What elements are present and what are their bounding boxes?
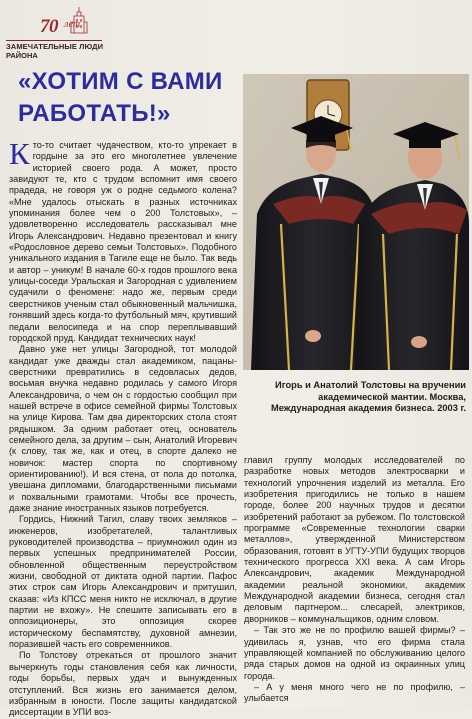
- paragraph-3: Гордись, Нижний Тагил, славу твоих земляков – инженеров, изобретателей, талантливых руководителей производства – приумножил один из первых успешных предпринимателей России, обновленной общественным переустройством жизни, свободной от диктата одной партии. Пафос этих строк сам Игорь Александрович и притушил, сказав: «Из КПСС меня никто не исключал, в другие партии не вхожу». Не спешите записывать его в оппозиционеры, это оппозиция скорее историческому беспамятству, духовной амнезии, поразившей часть его современников.: [9, 514, 237, 650]
- paragraph-5: главил группу молодых исследователей по разработке новых методов электросварки и технологий упрочнения изделий из металла. Его изобретения пригодились не только в нашем городе, более 200 научных трудов и десятки изобретений работают за рубежом. По толстовской программе «Современные технологии сварки металлов», утвержденной Министерством образования, готовят в УГТУ-УПИ будущих творцов технического прогресса XXI века. А сам Игорь Александрович, академик Международной академии реальной экономики, академик Международной академии бизнеса, сегодня стал деловым партнером... слесарей, электриков, дворников – коммунальщиков, одним словом.: [244, 455, 465, 624]
- anniversary-suffix: лет: [64, 19, 81, 30]
- paragraph-4: По Толстову отрекаться от прошлого значит вычеркнуть годы становления себя как личности, годы борьбы, первых удач и вынужденных отступлений. Вся жизнь его занимается делом, избранным в юности. После защиты кандидатской диссертации в УПИ воз-: [9, 650, 237, 718]
- photo-illustration: [243, 74, 469, 370]
- photo-caption: Игорь и Анатолий Толстовы на вручении академической мантии. Москва, Международная академия бизнеса. 2003 г.: [271, 380, 466, 413]
- paragraph-2: Давно уже нет улицы Загородной, тот молодой кандидат уже дважды стал академиком, пацаны-сверстники превратились в седовласых дедов, восьмая внучка недавно родилась у самого Игоря Александровича, о чем он с гордостью сообщил при нашей встрече в офисе семейной фирмы Толстовых на улице Кирова. Там два директорских стола стоят рядышком. За одним работает отец, основатель семейного дела, за другим – сын, Анатолий Игоревич (к слову, так же, как и отец, в спорте далеко не новичок: мастер спорта по спортивному ориентированию!). И вся стена, от пола до потолка, увешана дипломами, благодарственными письмами и похвальными грамотами. Чтобы все прочесть, даже знание иностранных языков потребуется.: [9, 344, 237, 513]
- headline-line2: РАБОТАТЬ!»: [18, 100, 171, 127]
- paragraph-7: – А у меня много чего не по профилю, – улыбается: [244, 681, 465, 704]
- section-title-line2: РАЙОНА: [6, 51, 38, 60]
- paragraph-1-text: то-то считает чудачеством, кто-то упрекает в гордыне за это его многолетнее увлечение историей своего рода. А может, просто завидуют те, кто с трудом вспомнит имя своего прадеда, не говоря уж о родне седьмого колена? «Мне удалось отыскать в разных источниках упоминания более чем о 200 Толстовых», – удовлетворенно исследователь рассказывал мне Игорь Александрович. Недавно презентовал и книгу «Родословное дерево семьи Толстовых». Подобного уникального издания в Тагиле еще не было. Так ведь и автор – уникум! В начале 60-х годов прошлого века улицы-соседи Уральская и Загородная с удивлением судачили о феномене: надо же, первым среди сверстников ученым стал обыкновенный мальчишка, гонявший здесь когда-то футбольный мяч, крутивший педали велосипеда и на спор переплывавший городской пруд. Кандидат технических наук!: [9, 140, 237, 343]
- header-rule: [6, 40, 102, 41]
- article-headline: [18, 66, 238, 130]
- anniversary-number: 70: [40, 16, 58, 37]
- article-column-right: [244, 455, 465, 705]
- portrait-photo: [243, 74, 469, 370]
- headline-line1: «ХОТИМ С ВАМИ: [18, 68, 223, 95]
- section-header: [6, 4, 206, 62]
- paragraph-6: – Так это же не по профилю вашей фирмы? – удивилась я, узнав, что его фирма стала управляющей компанией по обслуживанию целого ряда старых домов на одной из окраинных улиц города.: [244, 625, 465, 681]
- paragraph-1: [9, 136, 237, 344]
- drop-cap: К: [9, 136, 30, 171]
- section-title-line1: ЗАМЕЧАТЕЛЬНЫЕ ЛЮДИ: [6, 42, 104, 51]
- article-column-left: [9, 136, 237, 719]
